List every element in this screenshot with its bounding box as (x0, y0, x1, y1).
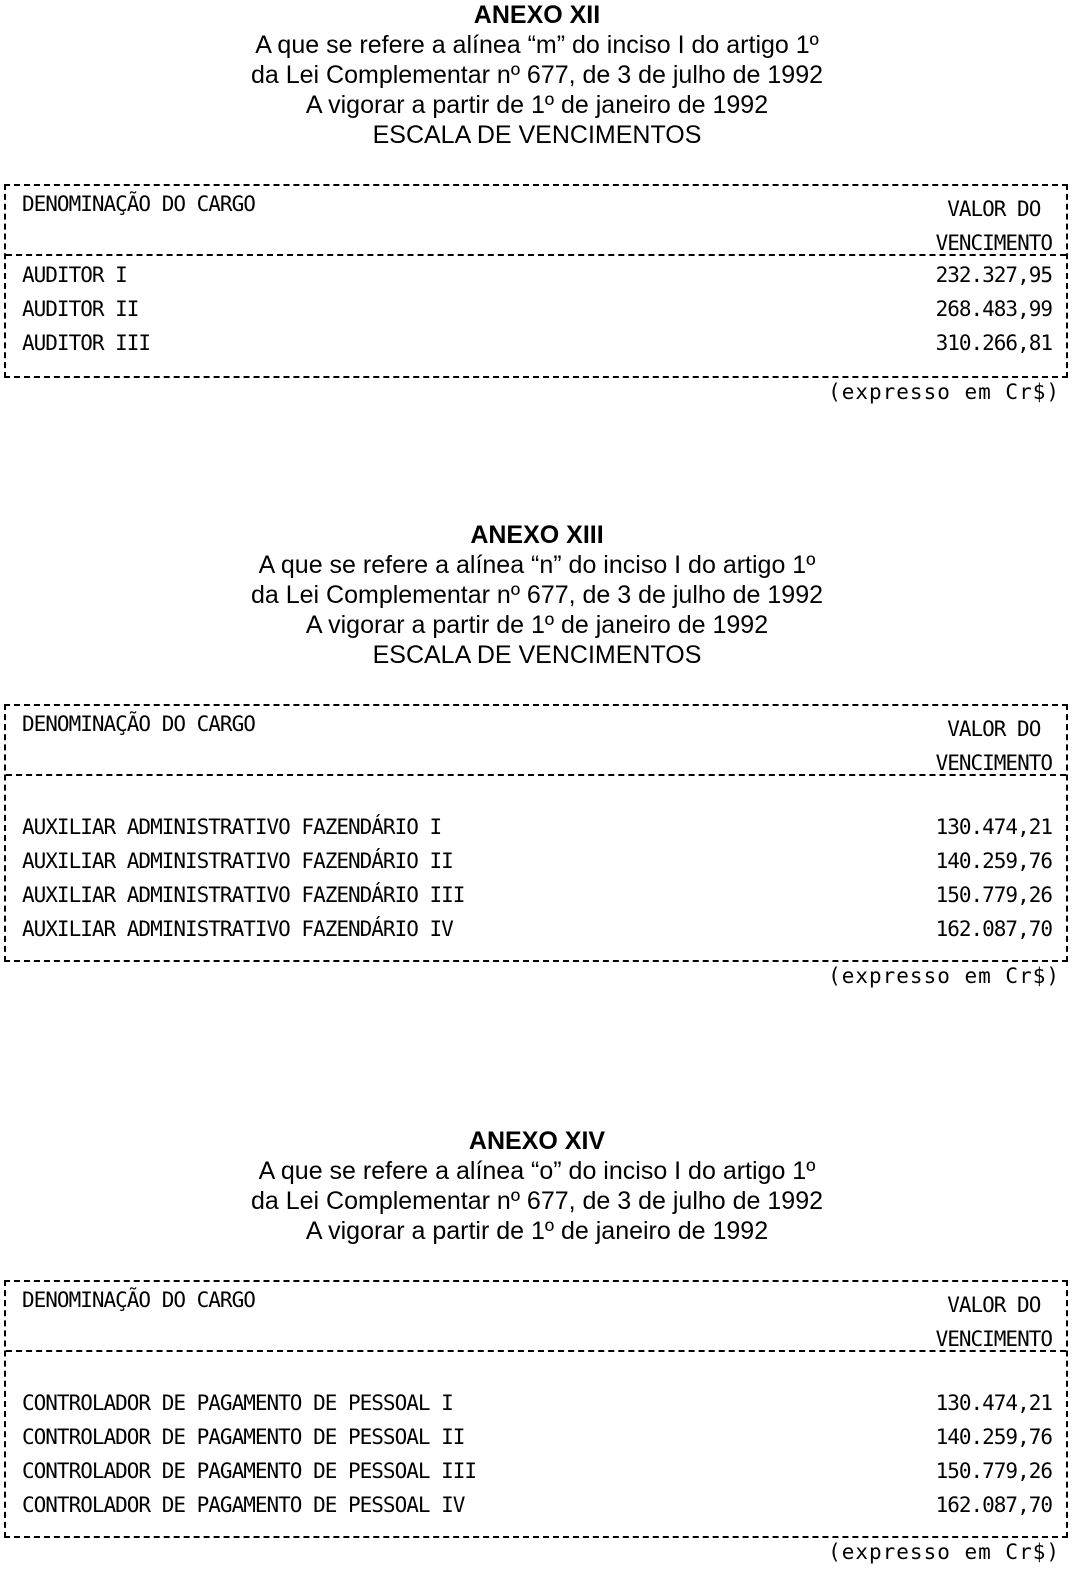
column-header-valor (936, 192, 1052, 260)
cargo-cell: CONTROLADOR DE PAGAMENTO DE PESSOAL III (22, 1459, 477, 1483)
column-header-cargo: DENOMINAÇÃO DO CARGO (22, 1288, 255, 1312)
valor-cell: 162.087,70 (935, 917, 1052, 941)
annex-subtitle-line: da Lei Complementar nº 677, de 3 de julho de 1992 (250, 581, 824, 609)
table-row (6, 878, 1066, 912)
annex-title: ANEXO XIII (470, 521, 604, 549)
valor-cell: 130.474,21 (935, 815, 1052, 839)
column-header-valor-line2: VENCIMENTO (935, 751, 1052, 775)
table-header (6, 186, 1066, 256)
column-header-valor-line1: VALOR DO (947, 197, 1041, 221)
table-row (6, 844, 1066, 878)
cargo-cell: AUXILIAR ADMINISTRATIVO FAZENDÁRIO I (22, 815, 442, 839)
column-header-valor (936, 712, 1052, 780)
column-header-valor-line1: VALOR DO (947, 1293, 1041, 1317)
column-header-valor (936, 1288, 1052, 1356)
valor-cell: 232.327,95 (935, 263, 1052, 287)
table-row (6, 912, 1066, 946)
valor-cell: 140.259,76 (935, 849, 1052, 873)
currency-note: (expresso em Cr$) (828, 380, 1060, 404)
table-row (6, 1386, 1066, 1420)
valor-cell: 150.779,26 (935, 1459, 1052, 1483)
valor-cell: 268.483,99 (935, 297, 1052, 321)
valor-cell: 162.087,70 (935, 1493, 1052, 1517)
table-row (6, 1488, 1066, 1522)
valor-cell: 310.266,81 (935, 331, 1052, 355)
annex-subtitle-line: da Lei Complementar nº 677, de 3 de julho de 1992 (250, 1187, 824, 1215)
salary-table-xiii (4, 704, 1068, 962)
valor-cell: 140.259,76 (935, 1425, 1052, 1449)
annex-subtitle-line: A vigorar a partir de 1º de janeiro de 1992 (305, 91, 769, 119)
cargo-cell: AUXILIAR ADMINISTRATIVO FAZENDÁRIO II (22, 849, 453, 873)
column-header-valor-line2: VENCIMENTO (935, 231, 1052, 255)
column-header-cargo: DENOMINAÇÃO DO CARGO (22, 712, 255, 736)
annex-heading (0, 0, 1074, 150)
annex-subtitle-line: A que se refere a alínea “m” do inciso I do artigo 1º (255, 31, 819, 59)
currency-note: (expresso em Cr$) (828, 964, 1060, 988)
table-body (6, 1352, 1066, 1522)
annex-subtitle-line: da Lei Complementar nº 677, de 3 de julho de 1992 (250, 61, 824, 89)
annex-heading (0, 1126, 1074, 1246)
table-row (6, 1454, 1066, 1488)
cargo-cell: AUDITOR I (22, 263, 127, 287)
table-row (6, 810, 1066, 844)
column-header-valor-line1: VALOR DO (947, 717, 1041, 741)
cargo-cell: AUDITOR II (22, 297, 139, 321)
table-header (6, 706, 1066, 776)
annex-xiv (0, 1126, 1074, 1246)
table-row (6, 326, 1066, 360)
table-row (6, 1420, 1066, 1454)
annex-heading (0, 520, 1074, 670)
table-body (6, 256, 1066, 360)
annex-title: ANEXO XII (473, 1, 601, 29)
annex-subtitle-line: ESCALA DE VENCIMENTOS (372, 641, 702, 669)
table-body (6, 776, 1066, 946)
table-header (6, 1282, 1066, 1352)
cargo-cell: CONTROLADOR DE PAGAMENTO DE PESSOAL I (22, 1391, 453, 1415)
column-header-valor-line2: VENCIMENTO (935, 1327, 1052, 1351)
cargo-cell: AUDITOR III (22, 331, 151, 355)
annex-title: ANEXO XIV (468, 1127, 606, 1155)
annex-xiii (0, 520, 1074, 670)
valor-cell: 150.779,26 (935, 883, 1052, 907)
annex-subtitle-line: A que se refere a alínea “n” do inciso I do artigo 1º (258, 551, 816, 579)
annex-subtitle-line: A que se refere a alínea “o” do inciso I do artigo 1º (258, 1157, 816, 1185)
column-header-cargo: DENOMINAÇÃO DO CARGO (22, 192, 255, 216)
salary-table-xiv (4, 1280, 1068, 1538)
table-row (6, 258, 1066, 292)
annex-xii (0, 0, 1074, 150)
cargo-cell: CONTROLADOR DE PAGAMENTO DE PESSOAL II (22, 1425, 465, 1449)
annex-subtitle-line: ESCALA DE VENCIMENTOS (372, 121, 702, 149)
valor-cell: 130.474,21 (935, 1391, 1052, 1415)
currency-note: (expresso em Cr$) (828, 1540, 1060, 1564)
cargo-cell: AUXILIAR ADMINISTRATIVO FAZENDÁRIO IV (22, 917, 453, 941)
salary-table-xii (4, 184, 1068, 378)
cargo-cell: AUXILIAR ADMINISTRATIVO FAZENDÁRIO III (22, 883, 465, 907)
cargo-cell: CONTROLADOR DE PAGAMENTO DE PESSOAL IV (22, 1493, 465, 1517)
annex-subtitle-line: A vigorar a partir de 1º de janeiro de 1992 (305, 1217, 769, 1245)
annex-subtitle-line: A vigorar a partir de 1º de janeiro de 1992 (305, 611, 769, 639)
table-row (6, 292, 1066, 326)
